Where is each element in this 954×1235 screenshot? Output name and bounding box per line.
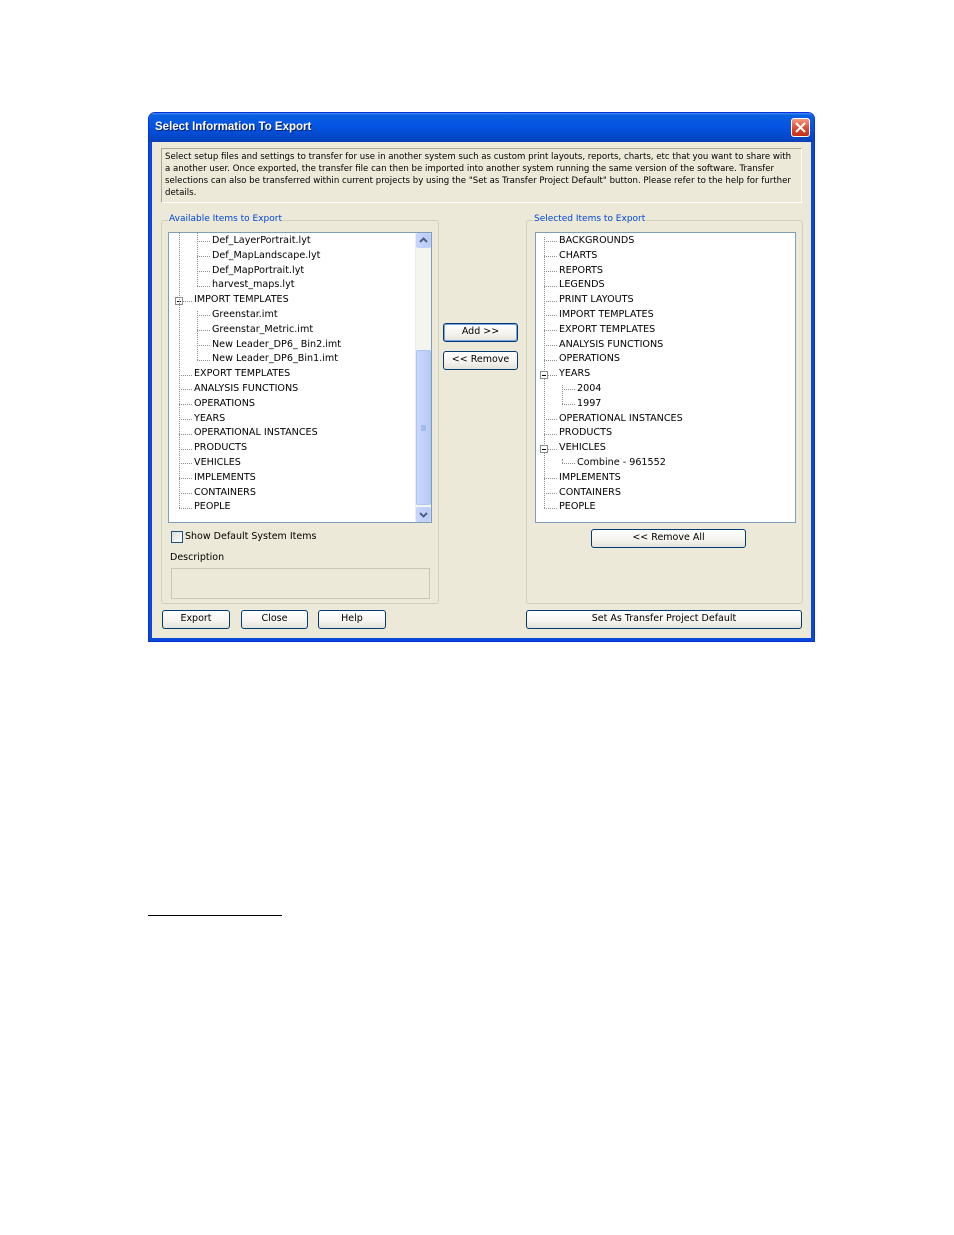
close-window-button[interactable] (791, 118, 810, 137)
tree-item[interactable] (536, 264, 795, 279)
tree-branch-line (197, 330, 210, 331)
tree-item-label: EXPORT TEMPLATES (194, 368, 291, 380)
tree-branch-line (544, 508, 557, 509)
tree-branch-line (544, 315, 557, 316)
tree-branch-line (544, 360, 557, 361)
tree-item[interactable] (536, 352, 795, 367)
tree-item[interactable] (169, 486, 431, 501)
tree-item-label: YEARS (559, 368, 591, 380)
tree-branch-line (179, 493, 192, 494)
tree-item-label: 2004 (577, 383, 602, 394)
tree-branch-line (197, 241, 210, 242)
tree-item-label: Def_MapLandscape.lyt (212, 249, 321, 261)
chevron-up-icon (417, 234, 430, 247)
tree-item-label: IMPLEMENTS (194, 471, 256, 483)
tree-item[interactable] (536, 323, 795, 338)
tree-item[interactable] (169, 412, 431, 427)
tree-branch-line (197, 315, 210, 316)
tree-item-label: OPERATIONS (559, 353, 621, 365)
tree-item[interactable] (169, 352, 431, 367)
tree-item-label: OPERATIONS (194, 397, 256, 409)
window-title: Select Information To Export (155, 121, 312, 133)
tree-branch-line (179, 463, 192, 464)
tree-item-label: PEOPLE (559, 501, 596, 513)
tree-item[interactable] (536, 382, 795, 397)
tree-item-label: harvest_maps.lyt (212, 279, 295, 291)
tree-item-label: LEGENDS (559, 279, 605, 291)
tree-branch-line (544, 241, 557, 242)
tree-item[interactable] (536, 249, 795, 264)
tree-item[interactable] (169, 264, 431, 279)
tree-item-label: PRODUCTS (559, 427, 613, 439)
tree-branch-line (544, 256, 557, 257)
available-items-legend: Available Items to Export (169, 214, 282, 224)
tree-guide-line (179, 233, 180, 508)
chevron-down-icon (417, 508, 430, 521)
export-dialog (148, 112, 815, 642)
tree-item[interactable] (536, 426, 795, 441)
scroll-up-button[interactable] (416, 233, 431, 248)
tree-item[interactable] (536, 278, 795, 293)
description-field (171, 568, 430, 599)
tree-branch-line (179, 449, 192, 450)
tree-item[interactable] (169, 308, 431, 323)
tree-branch-line (544, 478, 557, 479)
tree-branch-line (197, 271, 210, 272)
tree-item-label: ANALYSIS FUNCTIONS (194, 383, 299, 394)
show-default-checkbox[interactable] (171, 531, 183, 543)
tree-branch-line (179, 508, 192, 509)
available-items-tree[interactable] (168, 232, 432, 523)
show-default-label[interactable]: Show Default System Items (185, 531, 317, 542)
tree-item[interactable] (536, 367, 795, 382)
tree-item-label: VEHICLES (194, 457, 241, 468)
tree-item[interactable] (169, 367, 431, 382)
set-transfer-default-button[interactable]: Set As Transfer Project Default (526, 610, 802, 629)
tree-item-label: YEARS (194, 412, 226, 424)
tree-branch-line (544, 301, 557, 302)
selected-items-tree[interactable] (535, 232, 796, 523)
tree-item[interactable] (169, 338, 431, 353)
tree-branch-line (544, 493, 557, 494)
tree-item-label: EXPORT TEMPLATES (559, 323, 656, 335)
tree-item[interactable] (536, 441, 795, 456)
tree-item[interactable] (169, 500, 431, 515)
tree-item-label: New Leader_DP6_ Bin2.imt (212, 338, 342, 350)
collapse-icon[interactable] (540, 445, 548, 453)
grip-icon (417, 351, 430, 506)
tree-item[interactable] (169, 382, 431, 397)
tree-item-label: REPORTS (559, 264, 603, 276)
tree-item-label: IMPORT TEMPLATES (194, 294, 289, 306)
intro-text: Select setup files and settings to transfer for use in another system such as custom print layouts, reports, charts, etc that you want to share with a another user. Once exported, the transfer file can then be imported into another system running the same version of the software. Transfer selections can also be transferred within current projects by using the "Set as Transfer Project Default" button. Please refer to the help for further details. (161, 148, 802, 203)
tree-item[interactable] (169, 293, 431, 308)
tree-guide-line (197, 311, 198, 360)
tree-branch-line (179, 434, 192, 435)
tree-item-label: Greenstar.imt (212, 309, 278, 320)
tree-branch-line (179, 478, 192, 479)
add-button[interactable]: Add >> (443, 323, 518, 342)
scroll-down-button[interactable] (416, 507, 431, 522)
tree-item-label: IMPLEMENTS (559, 471, 621, 483)
tree-branch-line (562, 404, 575, 405)
tree-item[interactable] (169, 249, 431, 264)
description-label: Description (170, 552, 225, 563)
tree-branch-line (544, 330, 557, 331)
tree-branch-line (197, 360, 210, 361)
title-bar[interactable] (149, 113, 814, 142)
tree-item-label: Greenstar_Metric.imt (212, 323, 314, 335)
tree-branch-line (179, 419, 192, 420)
available-scrollbar[interactable] (415, 233, 431, 522)
tree-item[interactable] (536, 471, 795, 486)
tree-item-label: BACKGROUNDS (559, 235, 635, 246)
tree-branch-line (179, 389, 192, 390)
tree-branch-line (562, 389, 575, 390)
tree-branch-line (179, 404, 192, 405)
tree-item[interactable] (536, 486, 795, 501)
tree-item-label: PRODUCTS (194, 442, 248, 454)
help-button[interactable]: Help (318, 610, 386, 629)
tree-item-label: Combine - 961552 (577, 457, 666, 468)
available-items-group (161, 214, 439, 604)
tree-guide-line (197, 233, 198, 286)
selected-items-legend: Selected Items to Export (534, 214, 646, 224)
tree-item-label: Def_MapPortrait.lyt (212, 264, 305, 276)
close-button[interactable]: Close (241, 610, 308, 629)
tree-item[interactable] (169, 397, 431, 412)
tree-item-label: PEOPLE (194, 501, 231, 513)
tree-branch-line (179, 375, 192, 376)
tree-branch-line (562, 463, 575, 464)
scroll-thumb[interactable] (416, 350, 431, 505)
tree-item-label: New Leader_DP6_Bin1.imt (212, 353, 338, 365)
remove-button[interactable]: << Remove (443, 351, 518, 370)
tree-item[interactable] (169, 441, 431, 456)
tree-item-label: OPERATIONAL INSTANCES (194, 427, 318, 439)
tree-branch-line (544, 345, 557, 346)
tree-item-label: ANALYSIS FUNCTIONS (559, 338, 664, 350)
tree-item-label: 1997 (577, 397, 602, 409)
tree-item[interactable] (169, 278, 431, 293)
tree-branch-line (197, 256, 210, 257)
tree-item-label: CONTAINERS (194, 486, 256, 498)
tree-item[interactable] (169, 234, 431, 249)
tree-branch-line (544, 271, 557, 272)
tree-item-label: CONTAINERS (559, 486, 621, 498)
tree-item-label: OPERATIONAL INSTANCES (559, 412, 683, 424)
tree-branch-line (197, 286, 210, 287)
tree-item[interactable] (536, 308, 795, 323)
collapse-icon[interactable] (540, 371, 548, 379)
tree-branch-line (544, 286, 557, 287)
tree-item-label: IMPORT TEMPLATES (559, 309, 654, 320)
tree-item[interactable] (536, 397, 795, 412)
remove-all-button[interactable]: << Remove All (591, 529, 746, 548)
tree-item[interactable] (536, 234, 795, 249)
tree-item[interactable] (169, 471, 431, 486)
tree-branch-line (544, 419, 557, 420)
tree-item[interactable] (169, 323, 431, 338)
tree-item[interactable] (536, 456, 795, 471)
tree-item-label: PRINT LAYOUTS (559, 294, 634, 306)
tree-item[interactable] (536, 293, 795, 308)
tree-branch-line (197, 345, 210, 346)
tree-branch-line (544, 434, 557, 435)
tree-item[interactable] (536, 500, 795, 515)
selected-items-group (526, 214, 803, 604)
footnote-separator (148, 915, 282, 916)
tree-item-label: CHARTS (559, 249, 598, 261)
export-button[interactable]: Export (162, 610, 230, 629)
tree-item-label: Def_LayerPortrait.lyt (212, 235, 311, 246)
tree-item[interactable] (169, 456, 431, 471)
close-icon (795, 122, 806, 133)
tree-item-label: VEHICLES (559, 442, 606, 454)
tree-item[interactable] (169, 426, 431, 441)
tree-item[interactable] (536, 338, 795, 353)
tree-item[interactable] (536, 412, 795, 427)
